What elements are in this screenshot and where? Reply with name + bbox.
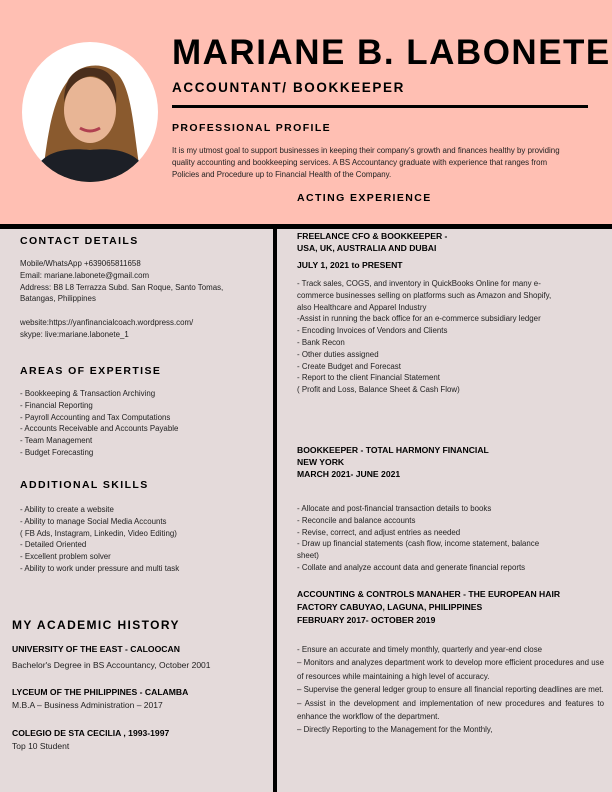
candidate-name: MARIANE B. LABONETE [172,33,611,72]
list-item: - Ability to work under pressure and multi task [20,563,180,573]
list-item: - Excellent problem solver [20,552,111,562]
job-dates: MARCH 2021- JUNE 2021 [297,469,401,479]
contact-address: Address: B8 L8 Terrazza Subd. San Roque, Santo Tomas, [20,282,224,292]
list-item: sheet) [297,551,319,561]
list-item: - Payroll Accounting and Tax Computations [20,412,171,422]
job-title: ACCOUNTING & CONTROLS MANAHER - THE EUROPEAN HAIR [297,589,561,599]
list-item: ( Profit and Loss, Balance Sheet & Cash Flow) [297,385,460,395]
job-duties [297,643,604,737]
contact-details [20,258,223,341]
list-item: - Track sales, COGS, and inventory in QuickBooks Online for many e- [297,279,541,288]
job-title-line2: USA, UK, AUSTRALIA AND DUBAI [297,243,437,253]
school-name: COLEGIO DE STA CECILIA , 1993-1997 [12,728,170,738]
school-detail: Top 10 Student [12,741,70,751]
job-title-line2: FACTORY CABUYAO, LAGUNA, PHILIPPINES [297,602,483,612]
experience-heading: ACTING EXPERIENCE [297,192,432,204]
expertise-heading: AREAS OF EXPERTISE [20,365,162,377]
academic-heading: MY ACADEMIC HISTORY [12,618,180,632]
expertise-list [20,388,178,459]
list-item: - Encoding Invoices of Vendors and Clients [297,326,448,336]
list-item: - Bank Recon [297,337,345,347]
list-item: -Assist in running the back office for an e-commerce subsidiary ledger [297,314,541,324]
list-item: - Team Management [20,436,93,446]
list-item: - Budget Forecasting [20,447,94,457]
contact-heading: CONTACT DETAILS [20,235,139,247]
school-detail: M.B.A – Business Administration – 2017 [12,700,163,710]
horizontal-divider [0,224,612,229]
school-name: LYCEUM OF THE PHILIPPINES - CALAMBA [12,687,189,697]
list-item: - Reconcile and balance accounts [297,515,416,525]
job-dates: FEBRUARY 2017- OCTOBER 2019 [297,615,436,625]
skills-heading: ADDITIONAL SKILLS [20,479,149,491]
profile-heading: PROFESSIONAL PROFILE [172,122,332,134]
job-role: ACCOUNTANT/ BOOKKEEPER [172,80,405,95]
job-entry [297,588,560,627]
list-item: - Report to the client Financial Statement [297,373,440,383]
list-item: - Ability to create a website [20,505,114,514]
list-item: - Detailed Oriented [20,540,87,550]
list-item: - Other duties assigned [297,349,379,359]
school-name: UNIVERSITY OF THE EAST - CALOOCAN [12,644,180,654]
contact-phone: Mobile/WhatsApp +639065811658 [20,259,141,268]
job-duties [297,503,539,574]
vertical-divider [273,229,277,792]
job-title-line2: NEW YORK [297,457,345,467]
header-rule [172,105,588,108]
list-item: - Create Budget and Forecast [297,361,401,371]
school-detail: Bachelor's Degree in BS Accountancy, October 2001 [12,660,211,670]
list-item: - Collate and analyze account data and generate financial reports [297,562,526,572]
list-item: - Accounts Receivable and Accounts Payable [20,424,179,434]
list-item: - Allocate and post-financial transaction details to books [297,504,492,513]
list-item: – Assist in the development and implementation of new procedures and features to enhance the workflow of the department. [297,698,604,722]
profile-text: It is my utmost goal to support businesses in keeping their company’s growth and finances healthy by providing quality accounting and bookkeeping services. A BS Accountancy graduate with experience that ranges from Policies and Procedure up to Financial Health of the Company. [172,146,560,179]
job-duties [297,278,551,396]
job-entry [297,444,489,480]
list-item: commerce businesses selling on platforms such as Amazon and Shopify, [297,290,552,300]
list-item: - Financial Reporting [20,400,93,410]
list-item: - Revise, correct, and adjust entries as needed [297,527,461,537]
contact-email[interactable]: Email: mariane.labonete@gmail.com [20,270,150,280]
list-item: - Ensure an accurate and timely monthly, quarterly and year-end close [297,645,543,654]
list-item: ( FB Ads, Instagram, Linkedin, Video Editing) [20,528,177,538]
list-item: - Draw up financial statements (cash flow, income statement, balance [297,539,540,549]
contact-website[interactable]: website:https://yanfinancialcoach.wordpress.com/ [20,318,194,328]
job-title: FREELANCE CFO & BOOKKEEPER - [297,231,448,241]
job-entry [297,230,447,271]
profile-photo [22,42,158,182]
job-dates: JULY 1, 2021 to PRESENT [297,260,403,270]
job-title: BOOKKEEPER - TOTAL HARMONY FINANCIAL [297,445,489,455]
list-item: - Ability to manage Social Media Accounts [20,516,167,526]
contact-address-2: Batangas, Philippines [20,294,96,304]
list-item: – Directly Reporting to the Management for the Monthly, [297,725,493,735]
list-item: - Bookkeeping & Transaction Archiving [20,389,156,398]
list-item: also Healthcare and Apparel Industry [297,302,427,312]
contact-skype: skype: live:mariane.labonete_1 [20,329,129,339]
list-item: – Monitors and analyzes department work to develop more efficient procedures and use of resources while maintaining a high level of accuracy. [297,658,604,681]
list-item: – Supervise the general ledger group to ensure all financial reporting deadlines are met. [297,685,604,695]
skills-list [20,504,179,575]
